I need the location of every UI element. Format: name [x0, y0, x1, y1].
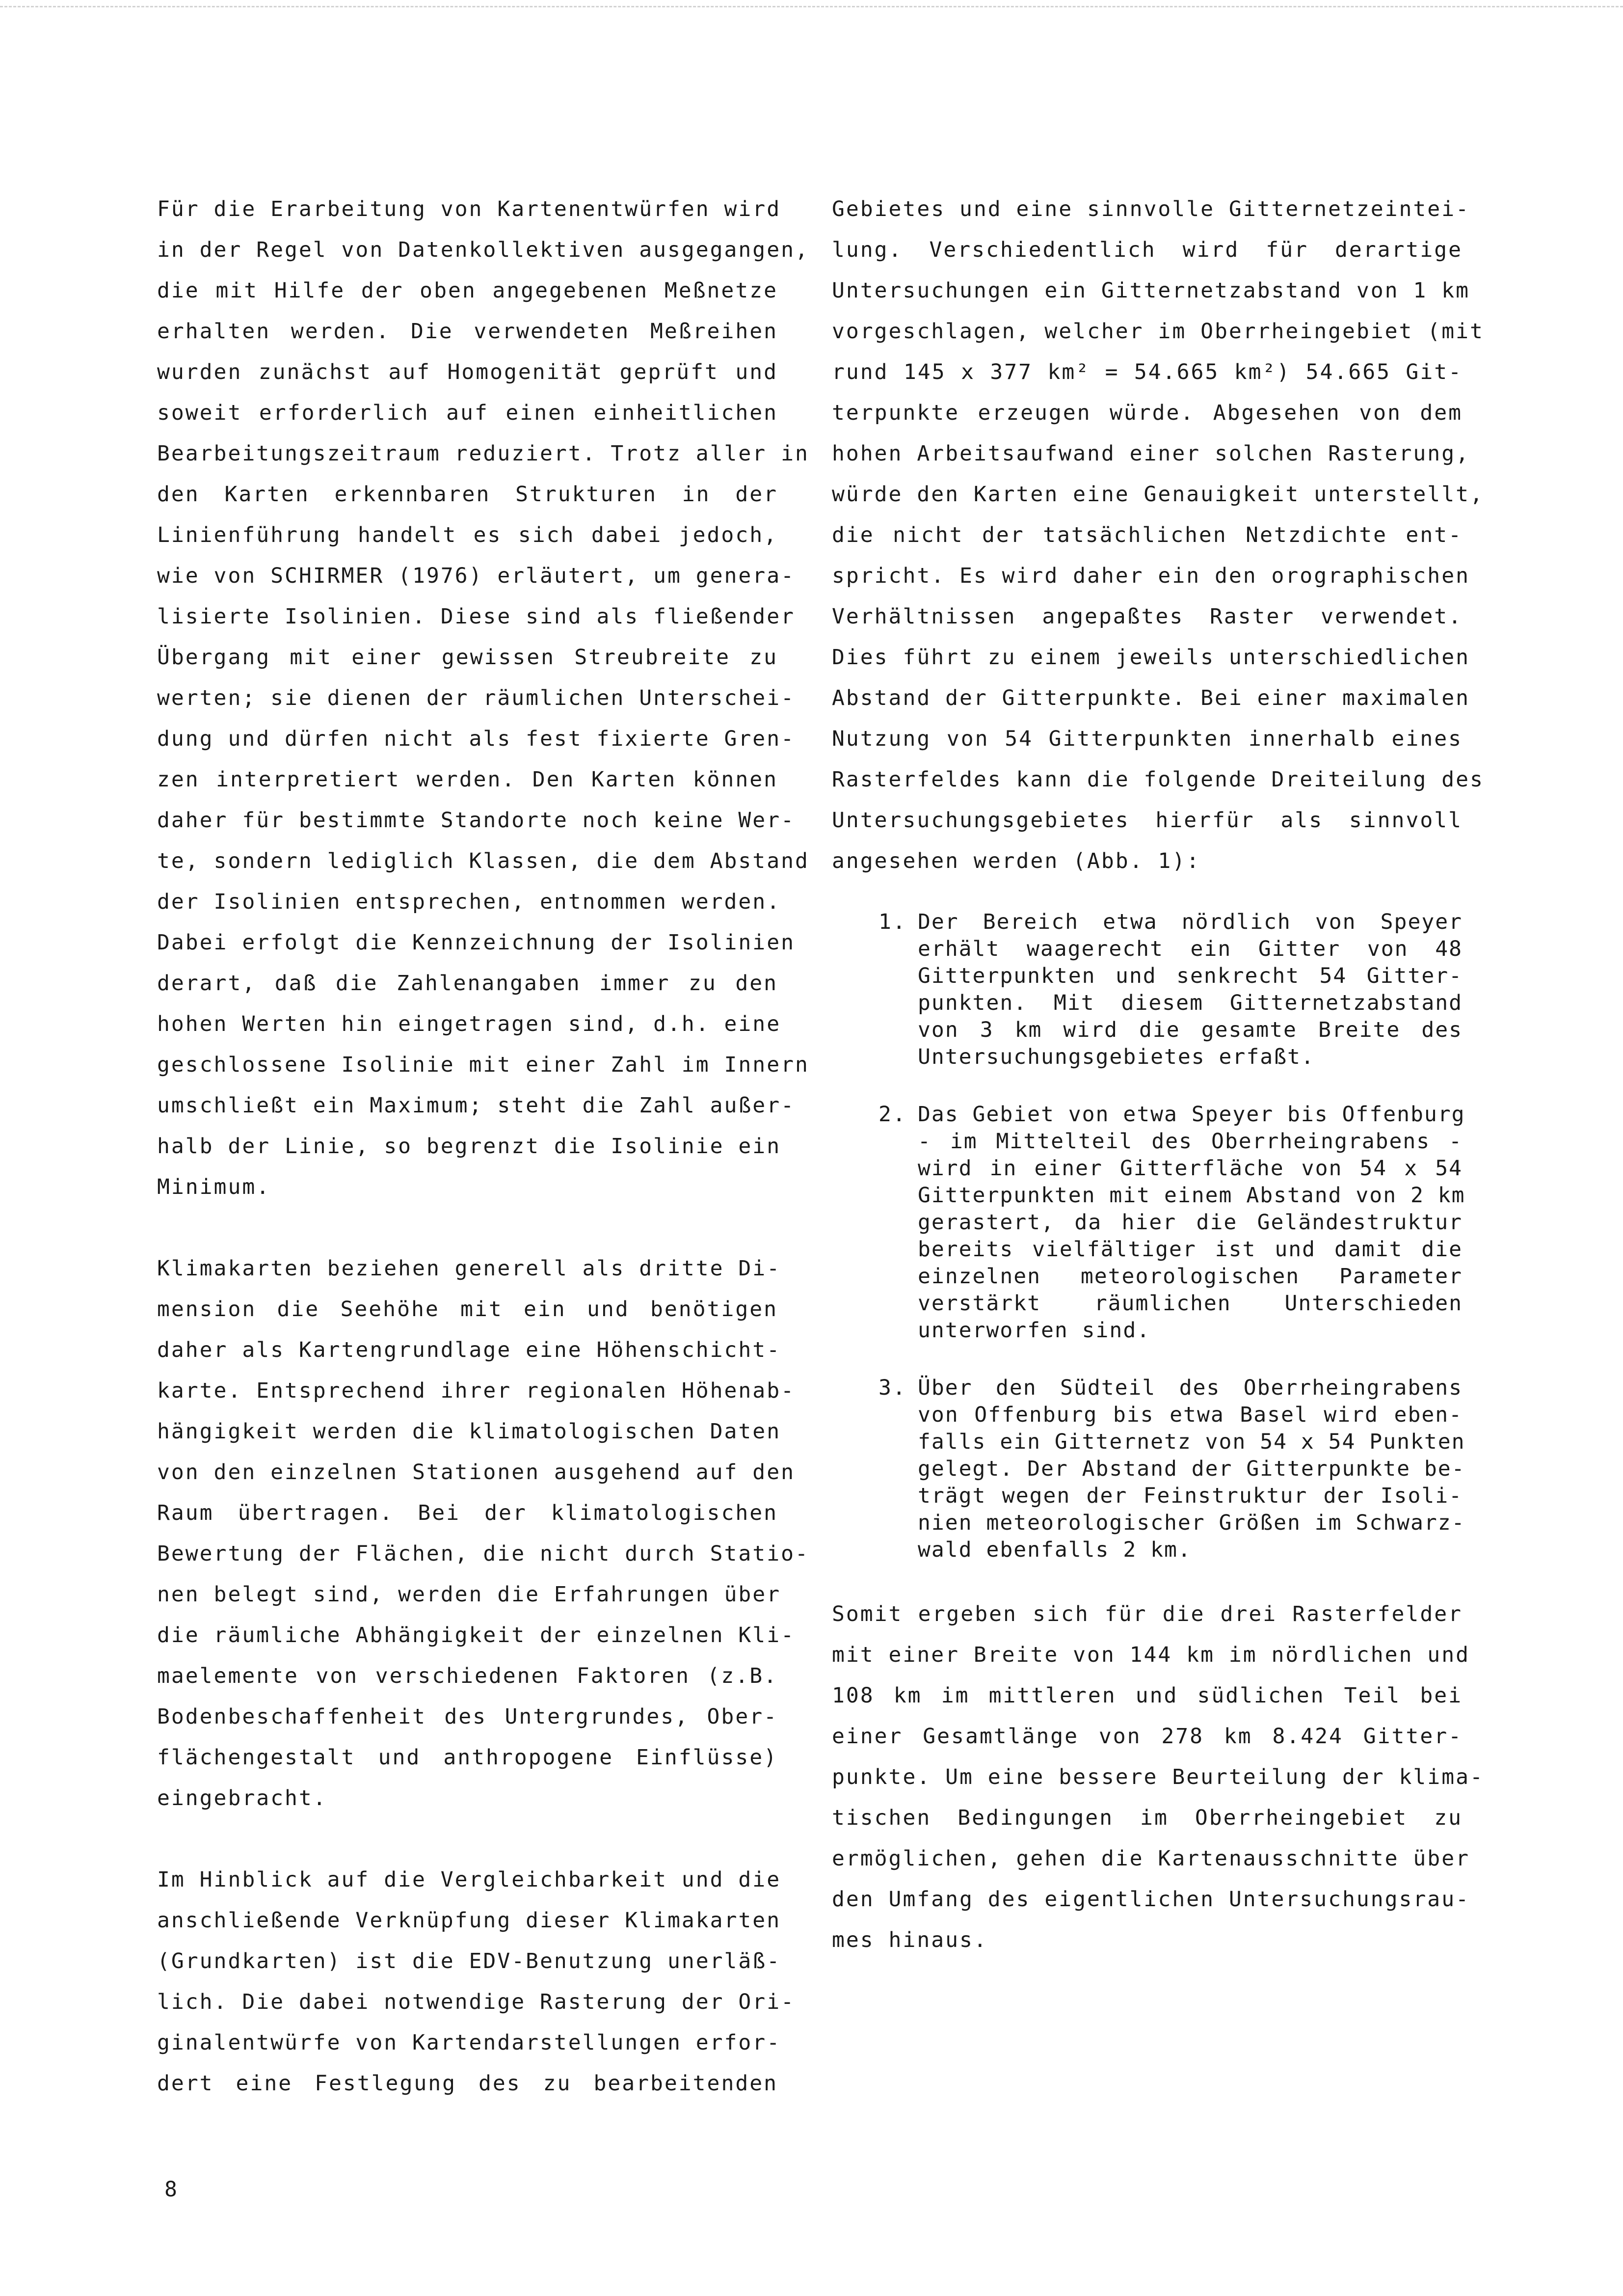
text-line: Gebietes und eine sinnvolle Gitternetzeintei-	[832, 197, 1470, 221]
text-line: punkten. Mit diesem Gitternetzabstand	[918, 991, 1463, 1015]
text-line: Somit ergeben sich für die drei Rasterfelder	[832, 1602, 1463, 1626]
text-line: bereits vielfältiger ist und damit die	[918, 1237, 1463, 1262]
text-line: hohen Arbeitsaufwand einer solchen Rasterung,	[832, 441, 1470, 466]
text-line: Bewertung der Flächen, die nicht durch Statio-	[157, 1541, 809, 1566]
text-line: Untersuchungsgebietes hierfür als sinnvoll	[832, 808, 1463, 833]
text-line: hängigkeit werden die klimatologischen Daten	[157, 1419, 781, 1444]
text-line: dung und dürfen nicht als fest fixierte Gren-	[157, 727, 795, 751]
list-item	[832, 1101, 1463, 1344]
text-line: anschließende Verknüpfung dieser Klimakarten	[157, 1908, 781, 1933]
text-line: den Umfang des eigentlichen Untersuchungsrau-	[832, 1887, 1470, 1912]
text-line: wie von SCHIRMER (1976) erläutert, um genera-	[157, 564, 795, 588]
text-line: maelemente von verschiedenen Faktoren (z.B.	[157, 1664, 778, 1688]
text-line: erhält waagerecht ein Gitter von 48	[918, 937, 1463, 961]
text-line: gelegt. Der Abstand der Gitterpunkte be-	[918, 1457, 1465, 1481]
list-item-text	[918, 909, 1463, 1071]
text-line: rund 145 x 377 km² = 54.665 km²) 54.665 Git-	[832, 360, 1463, 384]
page-number: 8	[164, 2177, 177, 2202]
text-line: te, sondern lediglich Klassen, die dem Abstand	[157, 849, 809, 873]
text-line: nen belegt sind, werden die Erfahrungen über	[157, 1582, 781, 1607]
text-line: würde den Karten eine Genauigkeit unterstellt,	[832, 482, 1484, 507]
text-line: halb der Linie, so begrenzt die Isolinie ein	[157, 1134, 781, 1159]
text-line: wird in einer Gitterfläche von 54 x 54	[918, 1156, 1463, 1181]
text-line: verstärkt räumlichen Unterschieden	[918, 1291, 1463, 1316]
text-line: Übergang mit einer gewissen Streubreite zu	[157, 645, 778, 670]
paragraph-klimakarten	[157, 1248, 809, 1819]
text-line: Dies führt zu einem jeweils unterschiedlichen	[832, 645, 1470, 670]
text-line: falls ein Gitternetz von 54 x 54 Punkten	[918, 1430, 1465, 1454]
text-line: Raum übertragen. Bei der klimatologischen	[157, 1501, 778, 1525]
list-item-text	[918, 1101, 1463, 1344]
text-line: daher für bestimmte Standorte noch keine Wer-	[157, 808, 795, 833]
text-line: Gitterpunkten und senkrecht 54 Gitter-	[918, 964, 1463, 988]
text-line: Im Hinblick auf die Vergleichbarkeit und die	[157, 1867, 781, 1892]
text-line: lung. Verschiedentlich wird für derartige	[832, 238, 1463, 262]
text-line: einzelnen meteorologischen Parameter	[918, 1264, 1463, 1289]
text-line: Das Gebiet von etwa Speyer bis Offenburg	[918, 1102, 1465, 1127]
text-line: in der Regel von Datenkollektiven ausgegangen,	[157, 238, 809, 262]
list-item	[832, 909, 1463, 1071]
text-line: Minimum.	[157, 1175, 271, 1199]
list-item-number: 2.	[878, 1102, 907, 1127]
list-item-number: 3.	[878, 1376, 907, 1400]
text-line: Nutzung von 54 Gitterpunkten innerhalb eines	[832, 727, 1463, 751]
text-line: Dabei erfolgt die Kennzeichnung der Isolinien	[157, 930, 795, 955]
text-line: Bodenbeschaffenheit des Untergrundes, Ober-	[157, 1704, 778, 1729]
text-line: angesehen werden (Abb. 1):	[832, 849, 1201, 873]
text-line: 108 km im mittleren und südlichen Teil bei	[832, 1683, 1463, 1708]
text-line: spricht. Es wird daher ein den orographischen	[832, 564, 1470, 588]
text-line: erhalten werden. Die verwendeten Meßreihen	[157, 319, 778, 344]
text-line: hohen Werten hin eingetragen sind, d.h. eine	[157, 1012, 781, 1036]
text-line: unterworfen sind.	[918, 1318, 1151, 1343]
text-line: punkte. Um eine bessere Beurteilung der klima-	[832, 1765, 1484, 1789]
text-line: Bearbeitungszeitraum reduziert. Trotz aller in	[157, 441, 809, 466]
text-line: Klimakarten beziehen generell als dritte Di-	[157, 1256, 781, 1281]
text-line: Über den Südteil des Oberrheingrabens	[918, 1376, 1463, 1400]
text-line: Linienführung handelt es sich dabei jedoch,	[157, 523, 778, 547]
text-line: Für die Erarbeitung von Kartenentwürfen wird	[157, 197, 781, 221]
text-line: werten; sie dienen der räumlichen Unterschei-	[157, 686, 795, 710]
text-line: wald ebenfalls 2 km.	[918, 1538, 1192, 1562]
text-line: wurden zunächst auf Homogenität geprüft und	[157, 360, 778, 384]
text-line: mension die Seehöhe mit ein und benötigen	[157, 1297, 778, 1322]
text-line: lisierte Isolinien. Diese sind als fließender	[157, 604, 795, 629]
text-line: die nicht der tatsächlichen Netzdichte ent-	[832, 523, 1463, 547]
text-line: ginalentwürfe von Kartendarstellungen erfor-	[157, 2030, 781, 2055]
text-line: die räumliche Abhängigkeit der einzelnen Kli-	[157, 1623, 795, 1648]
text-line: trägt wegen der Feinstruktur der Isoli-	[918, 1484, 1463, 1508]
text-line: daher als Kartengrundlage eine Höhenschicht-	[157, 1338, 781, 1362]
text-line: terpunkte erzeugen würde. Abgesehen von dem	[832, 401, 1463, 425]
text-line: lich. Die dabei notwendige Rasterung der Ori-	[157, 1990, 795, 2014]
text-line: derart, daß die Zahlenangaben immer zu den	[157, 971, 778, 996]
text-line: Verhältnissen angepaßtes Raster verwendet.	[832, 604, 1463, 629]
text-line: dert eine Festlegung des zu bearbeitenden	[157, 2071, 778, 2096]
text-line: eingebracht.	[157, 1786, 327, 1810]
text-line: umschließt ein Maximum; steht die Zahl außer-	[157, 1093, 795, 1118]
text-line: Der Bereich etwa nördlich von Speyer	[918, 910, 1463, 934]
text-line: nien meteorologischer Größen im Schwarz-	[918, 1511, 1465, 1535]
text-line: Untersuchungen ein Gitternetzabstand von 1 km	[832, 278, 1470, 303]
grid-division-list	[832, 909, 1463, 1564]
list-item	[832, 1375, 1463, 1564]
text-line: karte. Entsprechend ihrer regionalen Höhenab-	[157, 1378, 795, 1403]
text-line: geschlossene Isolinie mit einer Zahl im Innern	[157, 1053, 809, 1077]
text-line: von den einzelnen Stationen ausgehend auf den	[157, 1460, 795, 1485]
text-line: den Karten erkennbaren Strukturen in der	[157, 482, 778, 507]
text-line: mes hinaus.	[832, 1928, 988, 1952]
text-line: die mit Hilfe der oben angegebenen Meßnetze	[157, 278, 778, 303]
text-line: Rasterfeldes kann die folgende Dreiteilung des	[832, 767, 1484, 792]
text-line: Untersuchungsgebietes erfaßt.	[918, 1045, 1315, 1069]
left-column	[157, 189, 809, 2104]
text-line: tischen Bedingungen im Oberrheingebiet zu	[832, 1806, 1463, 1830]
text-line: einer Gesamtlänge von 278 km 8.424 Gitter-	[832, 1724, 1463, 1749]
text-line: der Isolinien entsprechen, entnommen werden.	[157, 890, 781, 914]
paragraph-vergleichbarkeit	[157, 1860, 795, 2104]
text-line: mit einer Breite von 144 km im nördlichen und	[832, 1643, 1470, 1667]
text-line: flächengestalt und anthropogene Einflüsse)	[157, 1745, 778, 1770]
text-line: Abstand der Gitterpunkte. Bei einer maximalen	[832, 686, 1470, 710]
paragraph-gitternetz	[832, 189, 1484, 882]
text-line: zen interpretiert werden. Den Karten können	[157, 767, 778, 792]
text-line: - im Mittelteil des Oberrheingrabens -	[918, 1129, 1463, 1154]
text-line: ermöglichen, gehen die Kartenausschnitte über	[832, 1846, 1470, 1871]
list-item-number: 1.	[878, 910, 907, 934]
text-line: (Grundkarten) ist die EDV-Benutzung unerläß-	[157, 1949, 781, 1973]
text-line: vorgeschlagen, welcher im Oberrheingebiet (mit	[832, 319, 1484, 344]
text-line: soweit erforderlich auf einen einheitlichen	[157, 401, 778, 425]
paragraph-rasterfelder	[832, 1594, 1484, 1961]
text-line: gerastert, da hier die Geländestruktur	[918, 1210, 1463, 1235]
paragraph-datenkollektive	[157, 189, 809, 1208]
text-line: Gitterpunkten mit einem Abstand von 2 km	[918, 1183, 1465, 1208]
text-line: von Offenburg bis etwa Basel wird eben-	[918, 1403, 1463, 1427]
text-line: von 3 km wird die gesamte Breite des	[918, 1018, 1463, 1042]
list-item-text	[918, 1375, 1463, 1564]
scan-edge-rule	[0, 6, 1623, 7]
right-column	[832, 189, 1484, 1961]
